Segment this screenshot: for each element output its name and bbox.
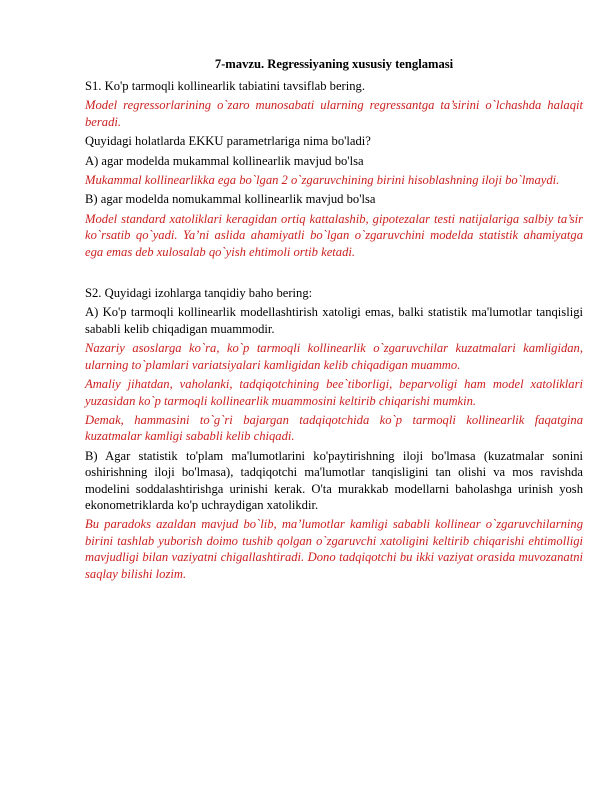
s1-a-answer: Mukammal kollinearlikka ega bo`lgan 2 o`zgaruvchining birini hisoblashning iloji bo`lmaydi. <box>85 173 560 188</box>
s2-a-answer-1: Nazariy asoslarga ko`ra, ko`p tarmoqli kollinearlik o`zgaruvchilar kuzatmalari kamligidan, ularning to`plamlari variatsiyalari kamligidan kelib chiqadigan muammo. <box>85 341 583 372</box>
s1-answer: Model regressorlarining o`zaro munosabati ularning regressantga ta’sirini o`lchashda halaqit beradi. <box>85 98 583 129</box>
s1-b-question: B) agar modelda nomukammal kollinearlik mavjud bo'lsa <box>85 192 376 207</box>
s1-b-answer: Model standard xatoliklari keragidan ortiq kattalashib, gipotezalar testi natijalariga salbiy ta’sir ko`rsatib qo`yadi. Ya’ni aslida ahamiyatli bo`lgan o`zgaruvchini modelda statistik ahamiyatga ega emas deb xulosalab qo`yish ehtimoli ortib ketadi. <box>85 211 583 259</box>
s2-b-statement: B) Agar statistik to'plam ma'lumotlarini ko'paytirishning iloji bo'lmasa (kuzatmalar sonini oshirishning iloji bo'lmasa), tadqiqotchi ma'lumotlar tanqisligini tan olishi va mos ravishda modelini soddalashtirishga urinishi kerak. O'ta murakkab modellarni baholashga urinish yosh ekonometriklarda ko'p uchraydigan xatolikdir. <box>85 448 583 512</box>
s2-b-answer: Bu paradoks azaldan mavjud bo`lib, ma’lumotlar kamligi sababli kollinear o`zgaruvchilarning birini tashlab yuborish doimo tushib qolgan o`zgaruvchi xatoligini keltirib chiqarishi ehtimolligi mavjudligi bilan vaziyatni chigallashtiradi. Dono tadqiqotchi bu ikki vaziyat orasida muvozanatni saqlay bilishi lozim. <box>85 517 583 581</box>
s1-question: S1. Ko'p tarmoqli kollinearlik tabiatini tavsiflab bering. <box>85 79 365 93</box>
s2-a-statement: A) Ko'p tarmoqli kollinearlik modellashtirish xatoligi emas, balki statistik ma'lumotlar tanqisligi sababli kelib chiqadigan muammodir. <box>85 305 583 336</box>
section-spacer <box>85 263 583 285</box>
s2-a-answer-2: Amaliy jihatdan, vaholanki, tadqiqotchining bee`tiborligi, beparvoligi ham model xatoliklari yuzasidan ko`p tarmoqli kollinearlik muammosini keltirib chiqarishi mumkin. <box>85 377 583 408</box>
s1-a-question: A) agar modelda mukammal kollinearlik mavjud bo'lsa <box>85 153 364 168</box>
s1-sub-question: Quyidagi holatlarda EKKU parametrlariga nima bo'ladi? <box>85 134 371 149</box>
s2-question: S2. Quyidagi izohlarga tanqidiy baho bering: <box>85 286 313 301</box>
page-title: 7-mavzu. Regressiyaning xususiy tenglamasi <box>214 57 454 71</box>
s2-a-answer-3: Demak, hammasini to`g`ri bajargan tadqiqotchida ko`p tarmoqli kollinearlik faqatgina kuzatmalar kamligi sababli kelib chiqadi. <box>85 412 583 444</box>
